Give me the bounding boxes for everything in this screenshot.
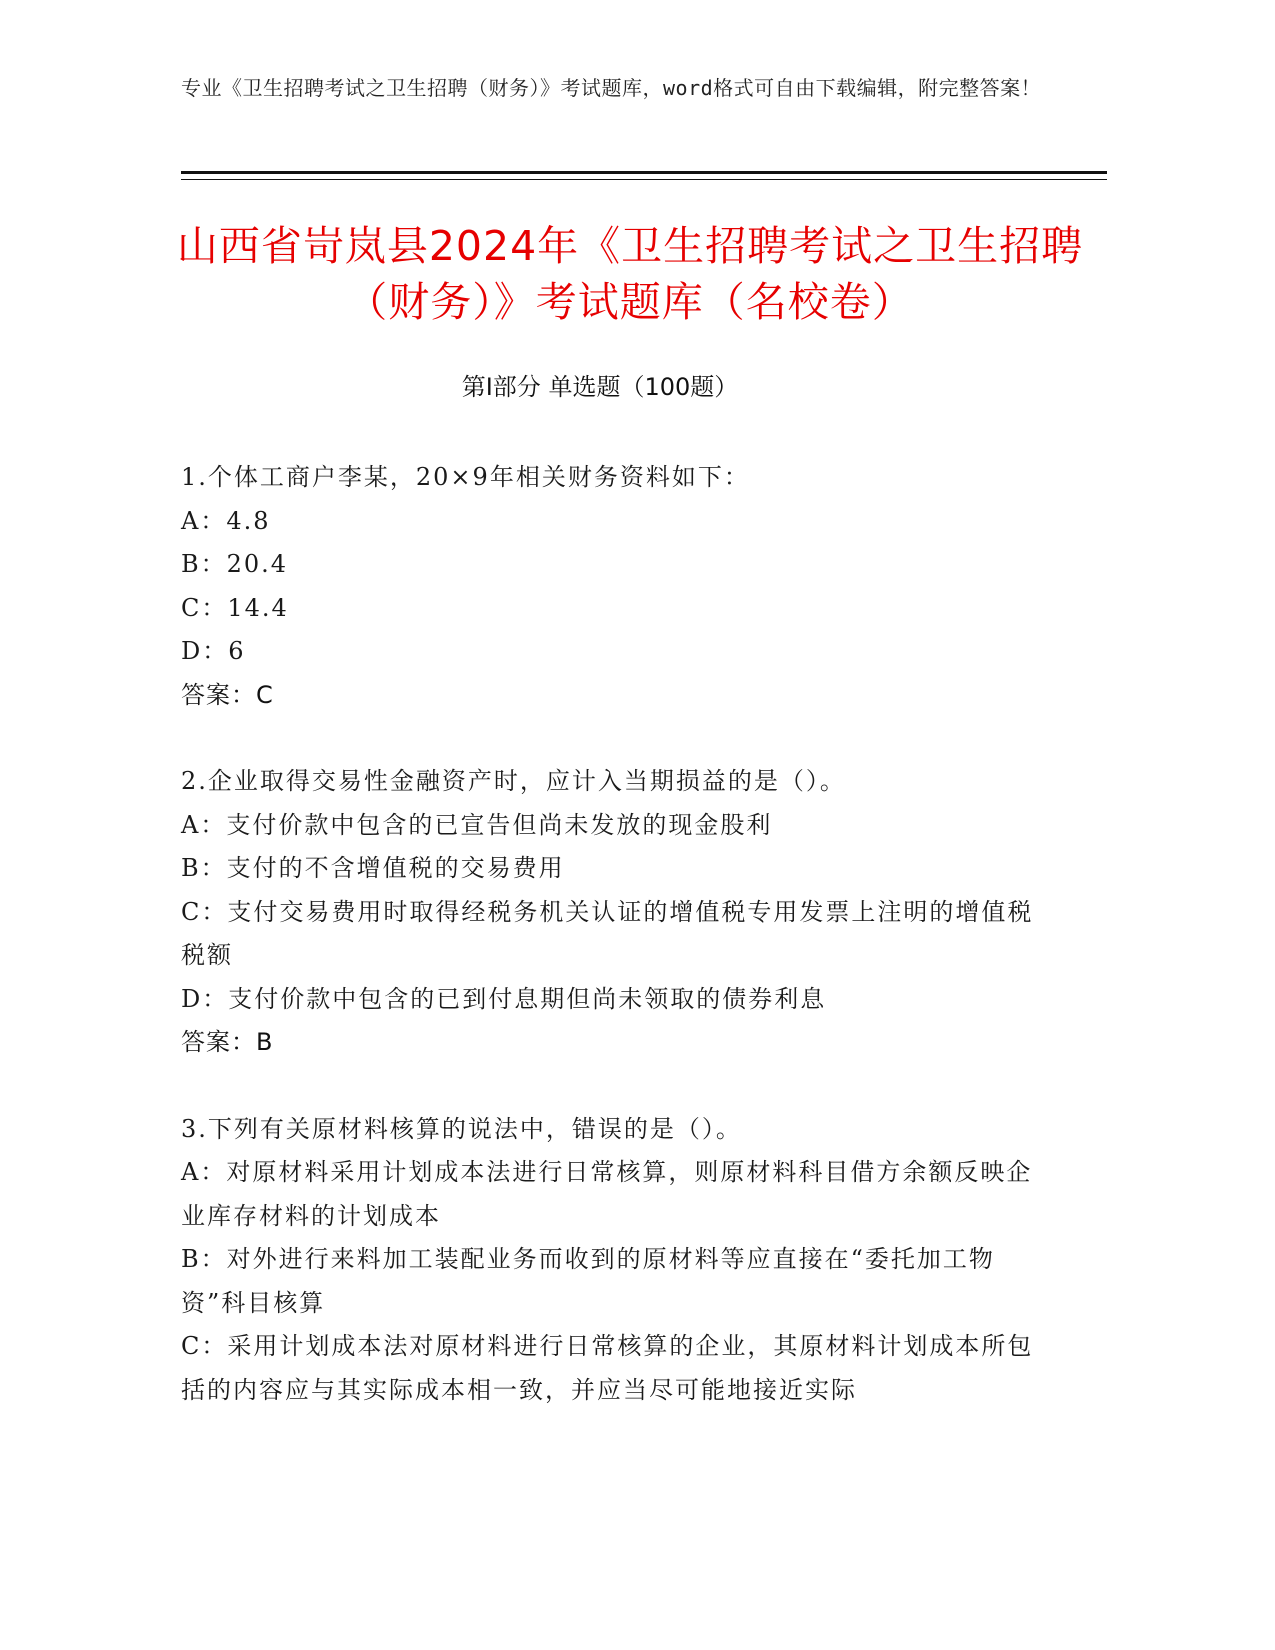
option-b: B：支付的不含增值税的交易费用	[181, 854, 565, 882]
option-key: C	[181, 897, 202, 926]
question-3	[181, 1108, 1041, 1413]
option-text: 支付价款中包含的已到付息期但尚未领取的债券利息	[228, 984, 827, 1013]
option-key: A	[181, 810, 201, 839]
option-d: D：6	[181, 637, 246, 665]
option-text: 支付价款中包含的已宣告但尚未发放的现金股利	[226, 810, 773, 839]
question-stem: 3.下列有关原材料核算的说法中，错误的是（）。	[181, 1114, 742, 1143]
option-text: 对外进行来料加工装配业务而收到的原材料等应直接在“委托加工物资”科目核算	[181, 1245, 995, 1317]
option-text: 6	[228, 637, 246, 665]
question-stem: 1.个体工商户李某，20×9年相关财务资料如下：	[181, 463, 750, 491]
option-key: D	[181, 984, 203, 1013]
option-a: A：对原材料采用计划成本法进行日常核算，则原材料科目借方余额反映企业库存材料的计划成本	[181, 1158, 1033, 1230]
header-rule-thin	[181, 179, 1107, 180]
option-text: 对原材料采用计划成本法进行日常核算，则原材料科目借方余额反映企业库存材料的计划成本	[181, 1158, 1033, 1230]
question-2	[181, 760, 1041, 1065]
option-key: A	[181, 1158, 201, 1186]
document-title: 山西省岢岚县2024年《卫生招聘考试之卫生招聘（财务）》考试题库（名校卷）	[176, 222, 1084, 326]
option-c: C：采用计划成本法对原材料进行日常核算的企业，其原材料计划成本所包括的内容应与其实际成本相一致，并应当尽可能地接近实际	[181, 1332, 1034, 1404]
question-1	[181, 456, 1041, 717]
option-key: B	[181, 1245, 201, 1273]
option-key: B	[181, 854, 201, 882]
answer-line: 答案：C	[181, 680, 274, 709]
option-text: 支付的不含增值税的交易费用	[226, 854, 565, 882]
option-a: A：支付价款中包含的已宣告但尚未发放的现金股利	[181, 810, 773, 839]
header-note: 专业《卫生招聘考试之卫生招聘（财务）》考试题库，word格式可自由下载编辑，附完整答案！	[181, 76, 1042, 100]
option-text: 采用计划成本法对原材料进行日常核算的企业，其原材料计划成本所包括的内容应与其实际成本相一致，并应当尽可能地接近实际	[181, 1332, 1034, 1404]
question-stem: 2.企业取得交易性金融资产时，应计入当期损益的是（）。	[181, 767, 846, 795]
option-a: A：4.8	[181, 506, 271, 535]
option-d: D：支付价款中包含的已到付息期但尚未领取的债券利息	[181, 984, 827, 1013]
option-text: 14.4	[227, 593, 289, 622]
option-b: B：对外进行来料加工装配业务而收到的原材料等应直接在“委托加工物资”科目核算	[181, 1245, 995, 1317]
option-b: B：20.4	[181, 550, 289, 578]
option-key: B	[181, 550, 201, 578]
option-c: C：支付交易费用时取得经税务机关认证的增值税专用发票上注明的增值税税额	[181, 897, 1034, 969]
option-text: 4.8	[226, 506, 271, 535]
answer-line: 答案：B	[181, 1028, 274, 1056]
option-key: C	[181, 593, 202, 622]
option-key: D	[181, 637, 203, 665]
header-rule-thick	[181, 171, 1107, 174]
option-text: 支付交易费用时取得经税务机关认证的增值税专用发票上注明的增值税税额	[181, 897, 1034, 969]
section-title: 第Ⅰ部分 单选题（100题）	[461, 373, 739, 401]
option-key: C	[181, 1332, 202, 1360]
option-text: 20.4	[226, 550, 289, 578]
option-key: A	[181, 506, 201, 535]
option-c: C：14.4	[181, 593, 289, 622]
question-list	[181, 456, 1041, 1455]
